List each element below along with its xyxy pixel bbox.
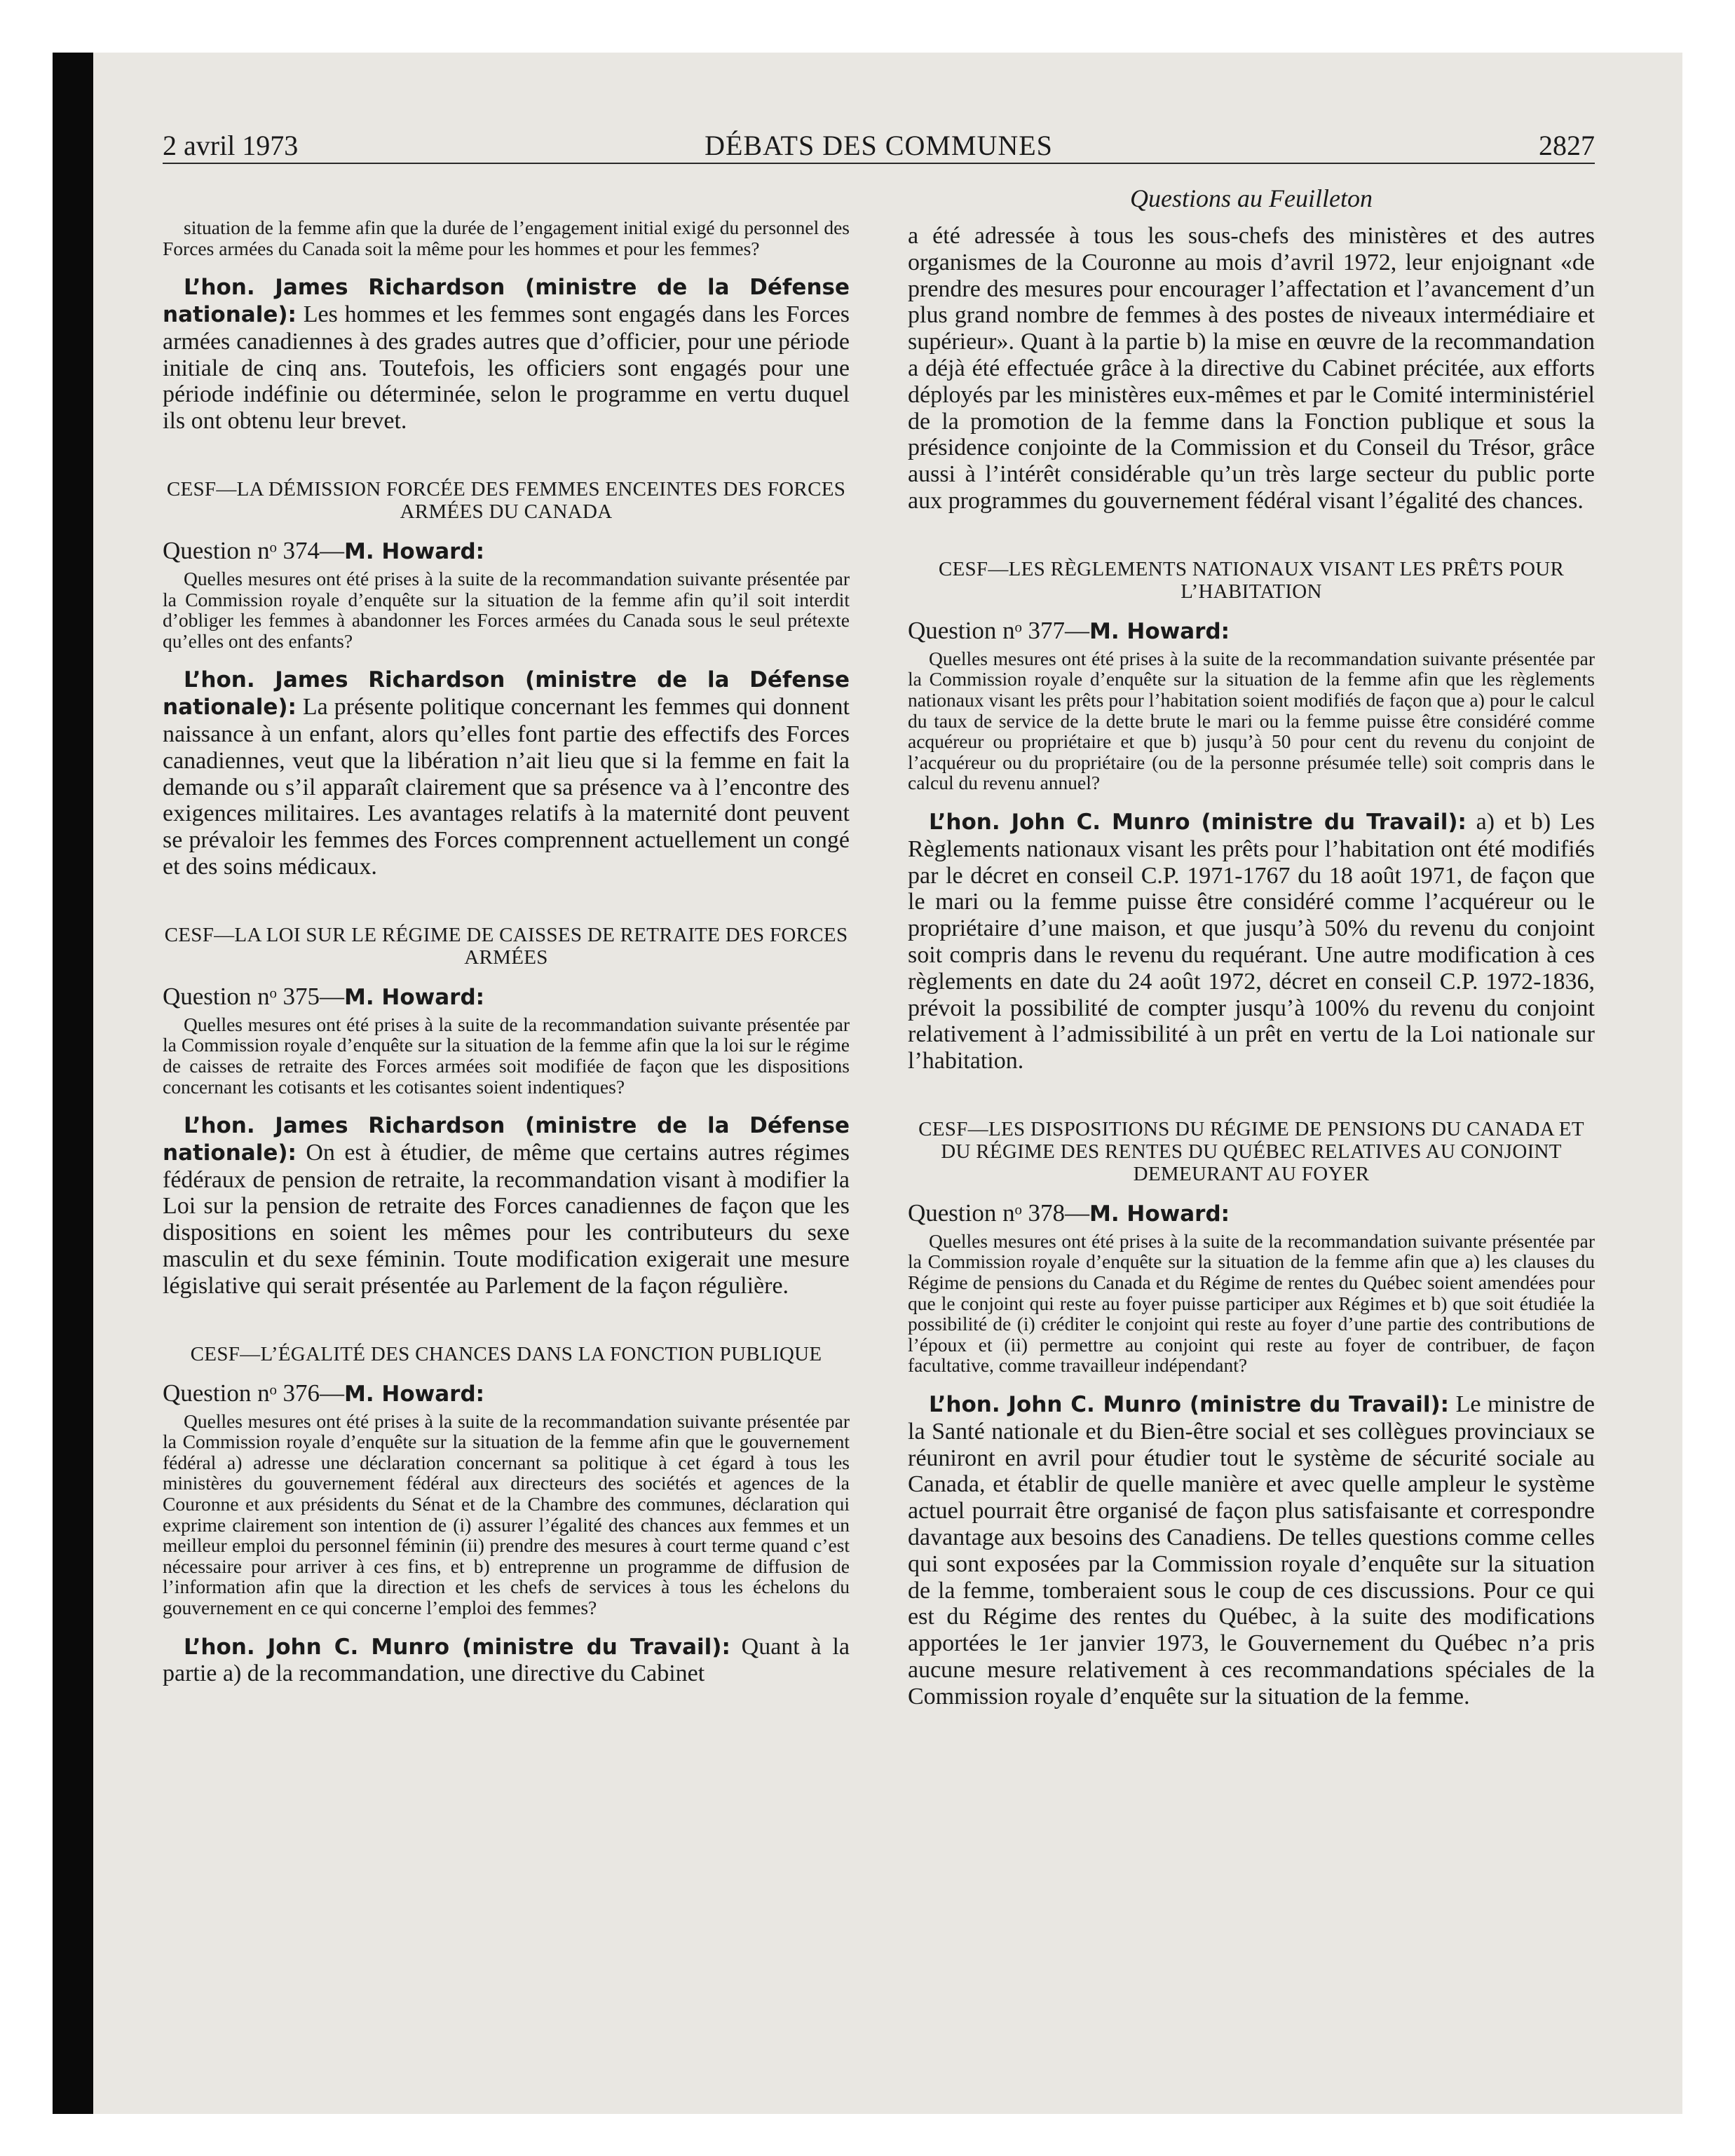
question-number: Question nᵒ 375— [163, 982, 344, 1010]
asker: M. Howard: [1089, 1201, 1230, 1227]
answer-paragraph [163, 1112, 850, 1299]
question-label [163, 1379, 850, 1408]
question-number: Question nᵒ 374— [163, 536, 344, 564]
question-continuation: situation de la femme afin que la durée de l’engagement initial exigé du personnel des Forces armées du Canada soit la même pour les hommes et pour les femmes? [163, 217, 850, 259]
header-rule [163, 163, 1595, 164]
speaker: L’hon. John C. Munro (ministre du Travail): [184, 1634, 730, 1660]
speaker: L’hon. James Richardson (ministre de la Défense nationale): [163, 275, 850, 327]
answer-text: Le ministre de la Santé nationale et du Bien-être social et ses collègues provinciaux se réuniront en avril pour étudier tout le système de sécurité sociale au Canada, et établir de quelle manière et avec quelle ampleur le système actuel pourrait être organisé de façon plus satisfaisante et correspondre davantage aux besoins des Canadiens. De telles questions comme celles qui sont exposées par la Commission royale d’enquête sur la situation de la femme, tomberaient sous le coup de ces discussions. Pour ce qui est du Régime des rentes du Québec, à la suite des modifications apportées le 1er janvier 1973, le Gouvernement du Québec n’a pris aucune mesure relativement à ces recommandations spéciales de la Commission royale d’enquête sur la situation de la femme. [908, 1391, 1595, 1710]
question-number: Question nᵒ 378— [908, 1199, 1089, 1227]
answer-continuation: a été adressée à tous les sous-chefs des ministères et des autres organismes de la Couronne au mois d’avril 1972, leur enjoignant «de prendre des mesures pour encourager l’affectation et l’avancement d’un plus grand nombre de femmes à des postes de niveaux intermédiaire et supérieur». Quant à la partie b) la mise en œuvre de la recommandation a déjà été effectuée grâce à la directive du Cabinet précitée, aux efforts déployés par les ministères eux-mêmes et par le Comité interministériel de la promotion de la femme dans la Fonction publique et sous la présidence conjointe de la Commission et du Conseil du Trésor, grâce aussi à l’intérêt considérable qu’un très large secteur du public porte aux programmes du gouvernement fédéral visant l’égalité des chances. [908, 223, 1595, 514]
speaker: L’hon. John C. Munro (ministre du Travail): [929, 1392, 1450, 1418]
question-label [908, 617, 1595, 646]
question-text: Quelles mesures ont été prises à la suite de la recommandation suivante présentée par la Commission royale d’enquête sur la situation de la femme afin que le gouvernement fédéral a) adresse une déclaration concernant sa politique à cet égard à tous les ministères du gouvernement fédéral aux directeurs des sociétés et agences de la Couronne et aux présidents du Sénat et de la Chambre des communes, déclaration qui exprime clairement son intention de (i) assurer l’égalité des chances aux femmes et un meilleur emploi du personnel féminin (ii) prendre des mesures à court terme quand c’est nécessaire pour arriver à ces fins, et b) entreprenne un programme de diffusion de l’information afin que la direction et les chefs de services à tous les échelons du gouvernement en ce qui concerne l’emploi des femmes? [163, 1410, 850, 1619]
right-column [908, 223, 1595, 1724]
speaker: L’hon. James Richardson (ministre de la Défense nationale): [163, 667, 850, 721]
answer-paragraph [163, 1634, 850, 1688]
page-header [163, 129, 1595, 164]
answer-text: On est à étudier, de même que certains autres régimes fédéraux de pension de retraite, la recommandation visant à modifier la Loi sur la pension de retraite des Forces canadiennes de façon que les dispositions en soient les mêmes pour les contributeurs du sexe masculin et du sexe féminin. Toute modification exigerait une mesure législative qui serait présentée au Parlement de la façon régulière. [163, 1139, 850, 1299]
asker: M. Howard: [343, 538, 485, 564]
question-text: Quelles mesures ont été prises à la suite de la recommandation suivante présentée par la Commission royale d’enquête sur la situation de la femme afin que les règlements nationaux visant les prêts pour l’habitation soient modifiés de façon que a) pour le calcul du taux de service de la dette brute le mari ou la femme puisse être considéré comme acquéreur ou propriétaire et que b) jusqu’à 50 pour cent du revenu du conjoint de l’acquéreur ou du propriétaire (ou de la personne présumée telle) soit compris dans le calcul du revenu annuel? [908, 647, 1595, 794]
header-date: 2 avril 1973 [163, 130, 299, 161]
asker: M. Howard: [343, 984, 485, 1010]
question-text: Quelles mesures ont été prises à la suite de la recommandation suivante présentée par la Commission royale d’enquête sur la situation de la femme afin qu’il soit interdit d’obliger les femmes à abandonner les Forces armées du Canada sous le seul prétexte qu’elles ont des enfants? [163, 567, 850, 652]
left-column [163, 217, 850, 1701]
answer-paragraph [908, 809, 1595, 1074]
binding-edge [53, 53, 93, 2114]
question-label [908, 1199, 1595, 1228]
question-number: Question nᵒ 376— [163, 1379, 344, 1407]
asker: M. Howard: [343, 1381, 485, 1407]
question-text: Quelles mesures ont été prises à la suite de la recommandation suivante présentée par la Commission royale d’enquête sur la situation de la femme afin que a) les clauses du Régime de pensions du Canada et du Régime de rentes du Québec soient amendées pour que le conjoint qui reste au foyer puisse participer aux Régimes et b) que soit étudiée la possibilité de (i) créditer le conjoint qui reste au foyer d’une partie des contributions de l’époux et (ii) permettre au conjoint qui reste au foyer de contribuer, de façon facultative, comme travailleur indépendant? [908, 1229, 1595, 1377]
section-heading: CESF—LA DÉMISSION FORCÉE DES FEMMES ENCEINTES DES FORCES ARMÉES DU CANADA [166, 477, 846, 523]
section-heading: CESF—LES DISPOSITIONS DU RÉGIME DE PENSIONS DU CANADA ET DU RÉGIME DES RENTES DU QUÉBEC RELATIVES AU CONJOINT DEMEURANT AU FOYER [918, 1117, 1584, 1185]
asker: M. Howard: [1089, 618, 1230, 644]
answer-text: Les hommes et les femmes sont engagés dans les Forces armées canadiennes à des grades autres que d’officier, pour une période initiale de cinq ans. Toutefois, les officiers sont engagés pour une période indéfinie ou déterminée, selon le programme en vertu duquel ils ont obtenu leur brevet. [163, 301, 850, 435]
answer-text: Quant à la partie a) de la recommandation, une directive du Cabinet [163, 1633, 850, 1687]
section-heading: CESF—LES RÈGLEMENTS NATIONAUX VISANT LES PRÊTS POUR L’HABITATION [938, 557, 1565, 603]
question-number: Question nᵒ 377— [908, 616, 1089, 644]
running-head: Questions au Feuilleton [1130, 184, 1373, 212]
question-label [163, 983, 850, 1011]
page-number: 2827 [1539, 130, 1595, 161]
speaker: L’hon. John C. Munro (ministre du Travail): [929, 809, 1467, 835]
publication-title: DÉBATS DES COMMUNES [705, 130, 1053, 161]
section-heading: CESF—L’ÉGALITÉ DES CHANCES DANS LA FONCTION PUBLIQUE [190, 1342, 822, 1365]
answer-paragraph [908, 1391, 1595, 1710]
answer-text: a) et b) Les Règlements nationaux visant les prêts pour l’habitation ont été modifiés par le décret en conseil C.P. 1971-1767 du 18 août 1971, de façon que le mari ou la femme puisse être considéré comme l’acquéreur ou le propriétaire d’une maison, et que jusqu’à 50% du revenu du conjoint soit compris dans le revenu du requérant. Une autre modification à ces règlements en date du 24 août 1972, décret en conseil C.P. 1972-1836, prévoit la possibilité de compter jusqu’à 100% du revenu du conjoint relativement à l’admissibilité à un prêt en vertu de la Loi nationale sur l’habitation. [908, 808, 1595, 1074]
answer-text: La présente politique concernant les femmes qui donnent naissance à un enfant, alors qu’elles font partie des effectifs des Forces canadiennes, veut que la libération n’ait lieu que si la femme en fait la demande ou s’il apparaît clairement que sa présence va à l’encontre des exigences militaires. Les avantages relatifs à la maternité dont peuvent se prévaloir les femmes des Forces comprennent actuellement un congé et des soins médicaux. [163, 694, 850, 880]
question-label [163, 537, 850, 566]
answer-paragraph [163, 274, 850, 435]
answer-paragraph [163, 667, 850, 880]
question-text: Quelles mesures ont été prises à la suite de la recommandation suivante présentée par la Commission royale d’enquête sur la situation de la femme afin que la loi sur le régime de caisses de retraite des Forces armées soit modifiée de façon que les dispositions concernant les cotisants et les cotisantes soient indentiques? [163, 1013, 850, 1098]
section-heading: CESF—LA LOI SUR LE RÉGIME DE CAISSES DE RETRAITE DES FORCES ARMÉES [164, 923, 848, 969]
speaker: L’hon. James Richardson (ministre de la Défense nationale): [163, 1113, 850, 1166]
